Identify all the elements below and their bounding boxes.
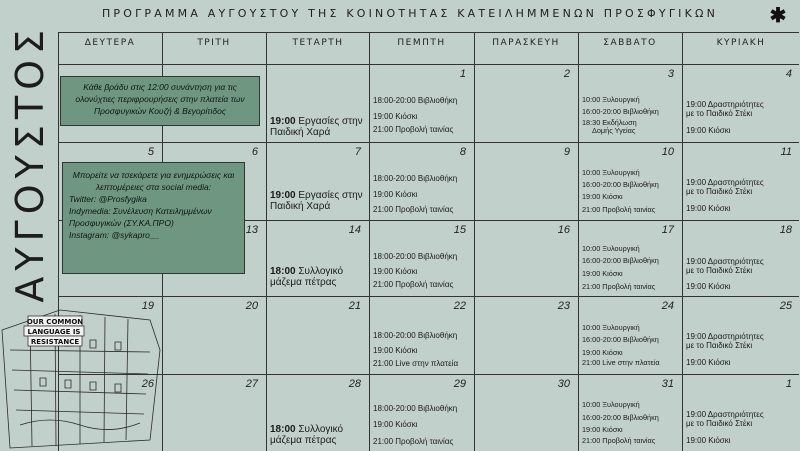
event-kiosk: 19:00 Κιόσκι xyxy=(373,420,418,429)
day-number: 14 xyxy=(348,224,361,236)
month-text: ΑΥΓΟΥΣΤΟΣ xyxy=(8,23,52,303)
instagram-link: Instagram: @sykapro__ xyxy=(69,230,160,240)
day-number: 7 xyxy=(354,146,361,158)
event-carpentry: 10:00 Ξυλουργική xyxy=(582,400,640,409)
day-cell xyxy=(578,296,682,374)
day-number: 27 xyxy=(245,378,258,390)
event-activities: 19:00 Δραστηριότητες xyxy=(686,410,764,419)
event-kiosk: 19:00 Κιόσκι xyxy=(373,346,418,355)
day-header-wednesday: ΤΕΤΑΡΤΗ xyxy=(292,38,344,48)
day-header-tuesday: ΤΡΙΤΗ xyxy=(197,38,231,48)
day-cell xyxy=(474,374,578,451)
event-activities-cont: με το Παιδικό Στέκι xyxy=(686,109,753,118)
day-cell xyxy=(369,220,474,296)
day-number: 20 xyxy=(245,300,258,312)
event-library: 16:00-20:00 Βιβλιοθήκη xyxy=(582,180,659,189)
event-library: 18:00-20:00 Βιβλιοθήκη xyxy=(373,331,458,340)
event-health-cont: Δομής Υγείας xyxy=(592,126,636,135)
day-number: 10 xyxy=(661,146,674,158)
day-number: 1 xyxy=(785,378,792,390)
notice-text: Κάθε βράδυ στις 12:00 συνάντηση για τις ολονύχτιες περιφρουρήσεις στην πλατεία των Προσφυγικών Κουζή & Βεγορίτιδος xyxy=(75,82,245,116)
notice-social-media xyxy=(62,162,245,274)
banner-line-1: OUR COMMON xyxy=(26,318,84,326)
event-carpentry: 10:00 Ξυλουργική xyxy=(582,168,640,177)
day-cell xyxy=(682,142,800,220)
day-cell xyxy=(369,296,474,374)
day-cell xyxy=(369,64,474,142)
day-cell xyxy=(266,296,369,374)
event-kiosk: 19:00 Κιόσκι xyxy=(686,204,731,213)
event-kiosk: 19:00 Κιόσκι xyxy=(373,267,418,276)
event-kiosk: 19:00 Κιόσκι xyxy=(582,192,623,201)
logo-icon: ✱ xyxy=(769,5,787,27)
banner-line-3: RESISTANCE xyxy=(30,338,80,346)
event-activities-cont: με το Παιδικό Στέκι xyxy=(686,266,753,275)
day-cell xyxy=(578,142,682,220)
event-activities: 19:00 Δραστηριότητες xyxy=(686,178,764,187)
event-library: 18:00-20:00 Βιβλιοθήκη xyxy=(373,174,458,183)
day-number: 15 xyxy=(453,224,466,236)
event-kiosk: 19:00 Κιόσκι xyxy=(373,190,418,199)
event-movie: 21:00 Προβολή ταινίας xyxy=(582,282,656,291)
day-cell xyxy=(474,64,578,142)
day-number: 21 xyxy=(348,300,361,312)
indymedia-link: Indymedia: Συνέλευση Κατειλημμένων Προσφυγικών (ΣΥ.ΚΑ.ΠΡΟ) xyxy=(69,206,212,228)
event-workshop: 19:00 Εργασίες στην Παιδική Χαρά xyxy=(270,116,363,138)
event-live: 21:00 Live στην πλατεία xyxy=(373,359,459,368)
day-number: 18 xyxy=(779,224,792,236)
day-cell xyxy=(578,374,682,451)
event-movie: 21:00 Προβολή ταινίας xyxy=(373,205,454,214)
day-cell xyxy=(474,142,578,220)
day-number: 11 xyxy=(780,146,792,158)
event-library: 18:00-20:00 Βιβλιοθήκη xyxy=(373,404,458,413)
day-cell xyxy=(682,220,800,296)
day-number: 6 xyxy=(251,146,258,158)
event-library: 16:00-20:00 Βιβλιοθήκη xyxy=(582,256,659,265)
event-activities: 19:00 Δραστηριότητες xyxy=(686,257,764,266)
notice-night-watch xyxy=(60,76,260,126)
day-number: 24 xyxy=(661,300,674,312)
day-cell xyxy=(369,374,474,451)
day-cell xyxy=(266,64,369,142)
day-header-thursday: ΠΕΜΠΤΗ xyxy=(397,38,446,48)
day-number: 26 xyxy=(141,378,154,390)
day-number: 3 xyxy=(667,68,674,80)
event-movie: 21:00 Προβολή ταινίας xyxy=(373,280,454,289)
event-kiosk: 19:00 Κιόσκι xyxy=(686,436,731,445)
event-movie: 21:00 Προβολή ταινίας xyxy=(582,436,656,445)
event-health: 18:30 Εκδήλωση xyxy=(582,118,637,127)
day-cell xyxy=(682,64,800,142)
day-number: 13 xyxy=(245,224,258,236)
day-number: 16 xyxy=(557,224,570,236)
page-title: ΠΡΟΓΡΑΜΜΑ ΑΥΓΟΥΣΤΟΥ ΤΗΣ ΚΟΙΝΟΤΗΤΑΣ ΚΑΤΕΙΛΗΜΜΕΝΩΝ ΠΡΟΣΦΥΓΙΚΩΝ xyxy=(101,7,719,20)
event-library: 18:00-20:00 Βιβλιοθήκη xyxy=(373,96,458,105)
event-stone-gathering: 18:00 Συλλογικό μάζεμα πέτρας xyxy=(270,424,344,446)
day-number: 5 xyxy=(147,146,154,158)
day-cell xyxy=(682,296,800,374)
day-number: 4 xyxy=(785,68,792,80)
day-cell xyxy=(369,142,474,220)
event-library: 16:00-20:00 Βιβλιοθήκη xyxy=(582,413,659,422)
day-cell xyxy=(266,374,369,451)
event-kiosk: 19:00 Κιόσκι xyxy=(686,282,731,291)
event-live: 21:00 Live στην πλατεία xyxy=(582,358,660,367)
day-cell xyxy=(474,220,578,296)
day-header-friday: ΠΑΡΑΣΚΕΥΗ xyxy=(492,38,560,48)
day-cell xyxy=(578,220,682,296)
day-cell xyxy=(578,64,682,142)
event-kiosk: 19:00 Κιόσκι xyxy=(582,348,623,357)
event-activities-cont: με το Παιδικό Στέκι xyxy=(686,187,753,196)
event-library: 16:00-20:00 Βιβλιοθήκη xyxy=(582,335,659,344)
day-number: 17 xyxy=(661,224,674,236)
day-number: 30 xyxy=(557,378,570,390)
day-header-monday: ΔΕΥΤΕΡΑ xyxy=(84,38,136,48)
notice-intro: Μπορείτε να τσεκάρετε για ενημερώσεις και λεπτομέρειες στα social media: xyxy=(72,170,235,192)
day-number: 22 xyxy=(453,300,466,312)
event-activities-cont: με το Παιδικό Στέκι xyxy=(686,419,753,428)
event-library: 18:00-20:00 Βιβλιοθήκη xyxy=(373,252,458,261)
event-movie: 21:00 Προβολή ταινίας xyxy=(373,437,454,446)
event-kiosk: 19:00 Κιόσκι xyxy=(582,425,623,434)
day-number: 19 xyxy=(141,300,154,312)
grid-line xyxy=(58,32,799,33)
day-number: 29 xyxy=(453,378,466,390)
event-library: 16:00-20:00 Βιβλιοθήκη xyxy=(582,107,659,116)
event-activities-cont: με το Παιδικό Στέκι xyxy=(686,341,753,350)
event-carpentry: 10:00 Ξυλουργική xyxy=(582,95,640,104)
event-activities: 19:00 Δραστηριότητες xyxy=(686,100,764,109)
twitter-link: Twitter: @Prosfygika xyxy=(69,194,147,204)
day-number: 9 xyxy=(563,146,570,158)
banner-line-2: LANGUAGE IS xyxy=(27,328,81,336)
day-cell xyxy=(266,220,369,296)
day-number: 28 xyxy=(348,378,361,390)
event-kiosk: 19:00 Κιόσκι xyxy=(686,358,731,367)
day-number: 2 xyxy=(563,68,570,80)
event-workshop: 19:00 Εργασίες στην Παιδική Χαρά xyxy=(270,190,363,212)
day-cell xyxy=(682,374,800,451)
day-number: 1 xyxy=(459,68,466,80)
event-stone-gathering: 18:00 Συλλογικό μάζεμα πέτρας xyxy=(270,266,344,288)
event-kiosk: 19:00 Κιόσκι xyxy=(373,112,418,121)
day-number: 25 xyxy=(779,300,792,312)
day-header-sunday: ΚΥΡΙΑΚΗ xyxy=(716,38,766,48)
month-label xyxy=(4,23,56,303)
event-carpentry: 10:00 Ξυλουργική xyxy=(582,323,640,332)
day-number: 31 xyxy=(661,378,674,390)
day-header-saturday: ΣΑΒΒΑΤΟ xyxy=(603,38,657,48)
event-movie: 21:00 Προβολή ταινίας xyxy=(373,125,454,134)
day-cell xyxy=(474,296,578,374)
event-carpentry: 10:00 Ξυλουργική xyxy=(582,244,640,253)
day-number: 8 xyxy=(459,146,466,158)
day-cell xyxy=(266,142,369,220)
day-cell xyxy=(162,296,266,374)
event-activities: 19:00 Δραστηριότητες xyxy=(686,332,764,341)
building-sketch-illustration xyxy=(0,290,170,451)
day-number: 23 xyxy=(557,300,570,312)
event-kiosk: 19:00 Κιόσκι xyxy=(582,269,623,278)
event-kiosk: 19:00 Κιόσκι xyxy=(686,126,731,135)
day-cell xyxy=(162,374,266,451)
event-movie: 21:00 Προβολή ταινίας xyxy=(582,205,656,214)
